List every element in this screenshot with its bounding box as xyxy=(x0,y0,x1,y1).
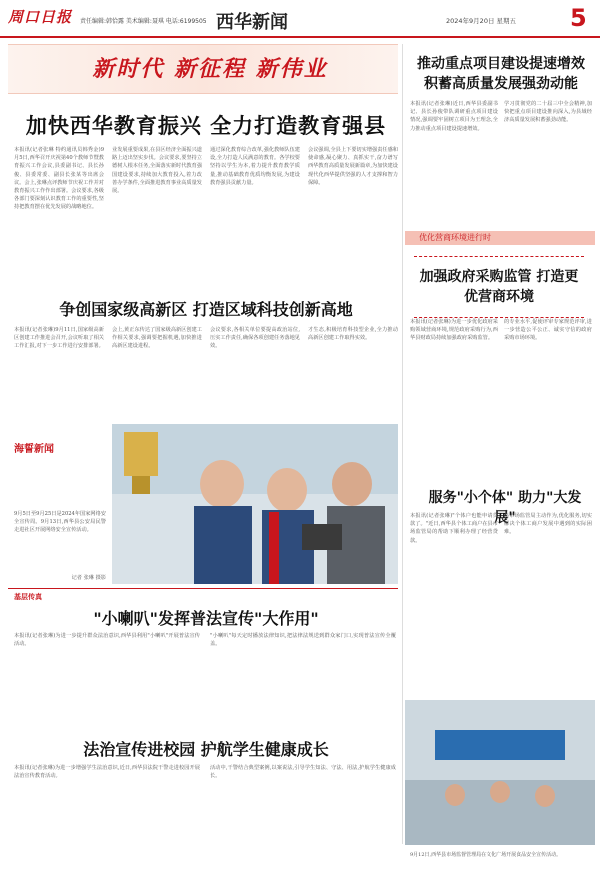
lower-col-1: 本报讯(记者张琳)为进一步提升群众法治意识,西华县利用"小喇叭"开展普法宣传活动。 xyxy=(14,633,200,648)
page-number: 5 xyxy=(570,4,587,32)
issue-date: 2024年9月20日 星期五 xyxy=(446,17,517,25)
subhead-col-1: 本报讯(记者张琳)9月11日,国家级高新区创建工作推进会召开,会议听取了相关工作汇报,对下一步工作进行安排部署。 xyxy=(14,327,104,350)
main-col-4: 会议强调,全县上下要切实增强责任感和使命感,凝心聚力、真抓实干,奋力谱写西华教育高质量发展新篇章,为加快建设现代化西华提供坚强的人才支撑和智力保障。 xyxy=(308,147,398,186)
photo-illustration xyxy=(112,424,398,584)
subhead-col-2: 会上,黄正东传达了国家级高新区创建工作相关要求,强调要把握机遇,加快推进高新区建设进程。 xyxy=(112,327,202,350)
column-divider xyxy=(402,44,403,844)
lower-headline-2: 法治宣传进校园 护航学生健康成长 xyxy=(83,740,329,759)
sidebar-col-4: 县市场监管局主动作为,优化服务,切实解决个体工商户发展中遇到的实际困难。 xyxy=(504,513,592,536)
main-col-2: 业发展重要成果,在县区经济全面振兴道路上迈出坚实步伐。会议要求,要坚持立德树人根本任务,全面落实新时代教育强国建设要求,持续加大教育投入,着力改善办学条件,全面推进教育事业高质量发展。 xyxy=(112,147,202,195)
main-col-1: 本报讯(记者张琳 特约通讯员韩秀金)9月5日,西华召开庆祝第40个教师节暨教育振兴工作会议,县委副书记、县长孙俊、县委常委、副县长张某等出席会议。会上,张琳点评教师节庆祝工作并对教育振兴工作作出部署。会议要求,各级各部门要深刻认识教育工作的重要性,坚持把教育摆在优先发展的战略地位。 xyxy=(14,147,104,211)
lower-headline: "小喇叭"发挥普法宣传"大作用" xyxy=(93,609,319,628)
slogan-text: 新时代 新征程 新伟业 xyxy=(92,56,328,82)
section-tag: 基层传真 xyxy=(14,593,42,601)
sidebar-col-1: 本报讯(记者张琳)为进一步优化政府采购领域营商环境,规范政府采购行为,西华县财政局持续加强政府采购监管。 xyxy=(410,319,498,342)
lower-col-3: 本报讯(记者张琳)为进一步增强学生法治意识,近日,西华县法院干警走进校园开展法治宣传教育活动。 xyxy=(14,765,200,780)
photo-credit: 记者 张琳 摄影 xyxy=(71,575,106,581)
lower-col-4: 活动中,干警结合典型案例,以案说法,引导学生知法、守法、用法,护航学生健康成长。 xyxy=(210,765,396,780)
main-headline: 加快西华教育振兴 全力打造教育强县 xyxy=(25,113,387,138)
subhead-col-3: 会议要求,各相关单位要提高政治站位,压实工作责任,确保各项创建任务落地见效。 xyxy=(210,327,300,350)
subhead-col-4: 才生态,积极培育科技型企业,全力推动高新区创建工作取得实效。 xyxy=(308,327,398,342)
right-headline: 推动重点项目建设提速增效 积蓄高质量发展强劲动能 xyxy=(417,56,585,92)
sidebar-col-2: 的专业水平,促使评审专家规范评审,进一步营造公平公正、诚实守信的政府采购市场环境。 xyxy=(504,319,592,342)
photo-caption-text: 9月5日至9月25日是2024年国家网络安全宣传周。9月13日,西华县公安局民警走进社区开展网络安全宣传活动。 xyxy=(14,511,106,534)
photo-tag: 海誓新闻 xyxy=(14,444,54,455)
editor-info: 责任编辑:韩恰露 美术编辑:聂琪 电话:6199505 xyxy=(80,18,207,25)
right-photo xyxy=(405,700,595,845)
sidebar-col-3: 本报讯(记者张琳)"个体户也能申请贷款了。"近日,西华县个体工商户在县市场监管局的帮助下顺利办理了经营贷款。 xyxy=(410,513,498,544)
sidebar-headline-2: 服务"小个体" 助力"大发展" xyxy=(428,490,582,526)
lower-col-2: "小喇叭"每天定时播放法律知识,把法律法规送到群众家门口,实现普法宣传全覆盖。 xyxy=(210,633,396,648)
subhead-headline: 争创国家级高新区 打造区域科技创新高地 xyxy=(59,300,353,319)
right-photo-caption: 9月12日,西华县市场监督管理局在文化广场开展食品安全宣传活动。 xyxy=(410,852,562,858)
main-col-3: 通过深化教育综合改革,强化教师队伍建设,全力打造人民满意的教育。各学校要坚持以学生为本,着力提升教育教学质量,推动基础教育优质均衡发展,为建设教育强县贡献力量。 xyxy=(210,147,300,186)
section-rule xyxy=(8,588,398,589)
news-photo xyxy=(112,424,398,584)
right-col-1: 本报讯(记者张琳)近日,西华县委副书记、县长孙俊带队调研重点项目建设情况,强调要牢固树立项目为王理念,全力推动重点项目建设提速增效。 xyxy=(410,101,498,132)
newspaper-logo: 周口日报 xyxy=(8,8,73,26)
right-col-2: 学习贯彻党的二十届三中全会精神,加快把重点项目建设推向深入,为县域经济高质量发展积蓄强劲动能。 xyxy=(504,101,592,124)
right-photo-illustration xyxy=(405,700,595,845)
section-title: 西华新闻 xyxy=(216,12,288,33)
sidebar-label: 优化营商环境进行时 xyxy=(405,231,595,245)
sidebar-box-title: 加强政府采购监管 打造更优营商环境 xyxy=(414,256,584,318)
